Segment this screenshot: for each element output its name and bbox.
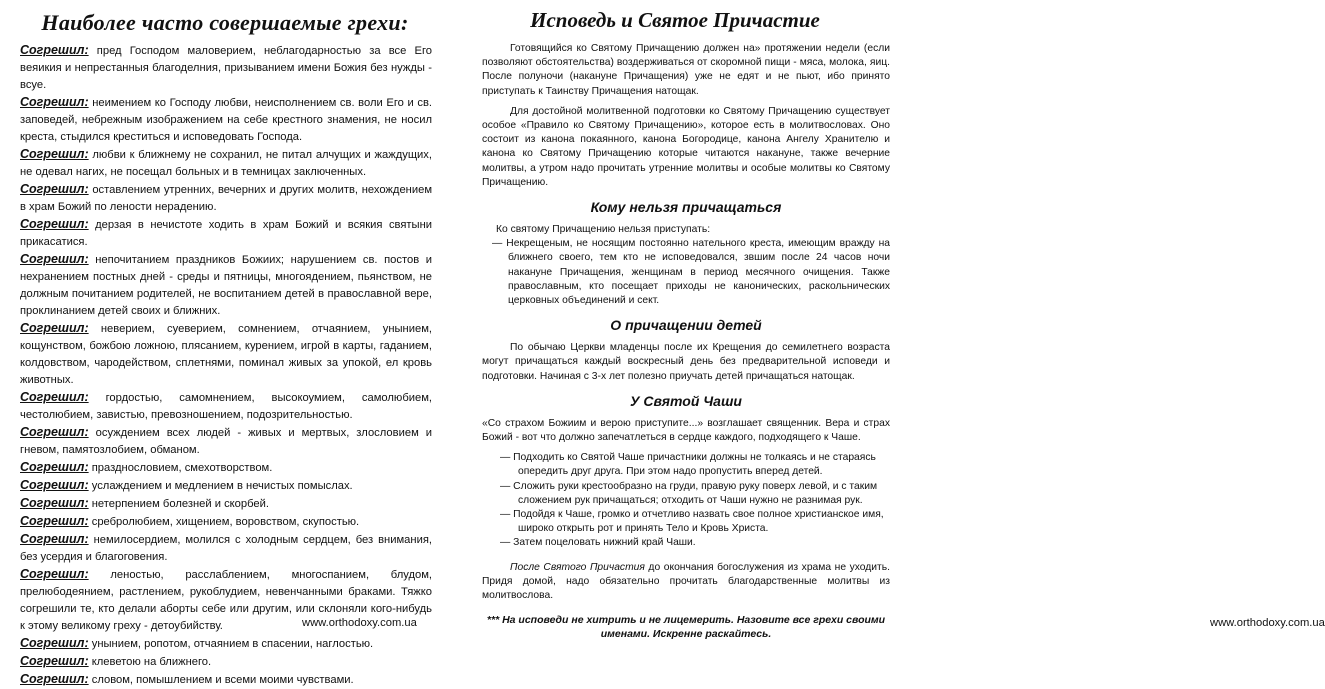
sin-text: гордостью, самомнением, высокоумием, самолюбием, честолюбием, завистью, превозношением, подозрительностью. <box>20 392 432 421</box>
sin-label: Согрешил: <box>20 567 89 581</box>
sin-item <box>20 181 432 216</box>
sin-text: сребролюбием, хищением, воровством, скупостью. <box>91 516 360 528</box>
sin-text: словом, помышлением и всеми моими чувствами. <box>91 674 354 686</box>
sin-item <box>20 251 432 320</box>
sin-label: Согрешил: <box>20 252 89 266</box>
sin-label: Согрешил: <box>20 496 89 510</box>
sin-text: немилосердием, молился с холодным сердцем, без внимания, без усердия и благоговения. <box>20 534 432 563</box>
sin-label: Согрешил: <box>20 425 89 439</box>
sin-label: Согрешил: <box>20 460 89 474</box>
sin-label: Согрешил: <box>20 654 89 668</box>
sin-item <box>20 635 432 653</box>
sin-label: Согрешил: <box>20 147 89 161</box>
sin-item <box>20 146 432 181</box>
sin-label: Согрешил: <box>20 95 89 109</box>
left-page <box>0 0 450 686</box>
chalice-item: — Сложить руки крестообразно на груди, правую руку поверх левой, и с таким сложением рук причащаться; отходить от Чаши нужно не разнимая рук. <box>500 480 878 506</box>
sin-text: клеветою на ближнего. <box>91 656 212 668</box>
final-note: *** На исповеди не хитрить и не лицемерить. Назовите все грехи своими именами. Искренне раскайтесь. <box>486 614 886 641</box>
sin-item <box>20 42 432 94</box>
sin-text: леностью, расслаблением, многоспанием, блудом, прелюбодеянием, растлением, рукоблудием, невенчанными браками. Тяжко согрешили те, кто делали аборты себе или другим, или склоняли кого-нибудь к этому великому греху - детоубийству. <box>20 569 433 632</box>
confession-body <box>482 42 890 641</box>
chalice-item: — Подходить ко Святой Чаше причастники должны не толкаясь и не стараясь опередить друг друга. При этом надо пропустить вперед детей. <box>500 452 876 478</box>
sin-label: Согрешил: <box>20 217 89 231</box>
after-communion-italic: После Святого Причастия <box>510 561 645 573</box>
sin-text: непочитанием праздников Божиих; нарушением св. постов и нехранением постных дней - среды и пятницы, многоядением, пьянством, не должным почитанием родителей, не воспитанием детей в православной вере, проклинанием детей своих и ближних. <box>20 254 432 317</box>
sin-text: любви к ближнему не сохранил, не питал алчущих и жаждущих, не одевал нагих, не посещал больных и в темницах заключенных. <box>20 149 433 178</box>
sin-text: пред Господом маловерием, неблагодарностью за все Его вeяикия и непрестанныя благоделния, призыванием имени Божия без нужды - всуе. <box>20 45 433 91</box>
sin-label: Согрешил: <box>20 636 89 650</box>
sin-item <box>20 513 432 531</box>
heading-chalice: У Святой Чаши <box>630 392 742 409</box>
sin-text: нетерпением болезней и скорбей. <box>91 498 269 510</box>
sin-item <box>20 459 432 477</box>
heading-who-cannot: Кому нельзя причащаться <box>590 199 782 216</box>
confession-title: Исповедь и Святое Причастие <box>530 8 820 32</box>
sin-item <box>20 477 432 495</box>
intro-paragraph-1: Готовящийся ко Святому Причащению должен на» протяжении недели (если позволяют обстоятельства) воздерживаться от скоромной пищи - мяса, молока, яиц. После полуночи (накануне Причащения) уже не едят и не пьют, ибо принято приступать к Таинству Причащения натощак. <box>482 43 890 97</box>
left-url[interactable]: www.orthodoxy.com.ua <box>302 617 417 629</box>
sin-label: Согрешил: <box>20 43 89 57</box>
sin-text: унынием, ропотом, отчаянием в спасении, наглостью. <box>91 638 374 650</box>
sin-item <box>20 671 432 689</box>
sin-label: Согрешил: <box>20 514 89 528</box>
sin-text: услаждением и медлением в нечистых помыслах. <box>91 480 353 492</box>
sins-title: Наиболее часто совершаемые грехи: <box>41 10 409 35</box>
sin-item <box>20 320 432 389</box>
sins-list <box>20 42 432 689</box>
sin-label: Согрешил: <box>20 672 89 686</box>
sin-item <box>20 389 432 424</box>
sin-text: неимением ко Господу любви, неисполнением св. воли Его и св. заповедей, небрежным изображением на себе крестного знамения, не носил креста, стыдился креститься и исповедовать Господа. <box>20 97 433 143</box>
sin-label: Согрешил: <box>20 182 89 196</box>
sin-label: Согрешил: <box>20 321 89 335</box>
chalice-item: — Затем поцеловать нижний край Чаши. <box>500 537 696 549</box>
after-communion <box>482 561 890 604</box>
intro-paragraph-2: Для достойной молитвенной подготовки ко Святому Причащению существует особое «Правило ко Святому Причащению», которое есть в молитвословах. Оно состоит из канона покаянного, канона Богородице, канона Ангелу Хранителю и канона ко Святому Причащению которые читаются накануне, также вечерние молитвы, а утром надо прочитать утренние молитвы и особые молитвы ко Святому Причащению. <box>482 105 890 188</box>
children-paragraph: По обычаю Церкви младенцы после их Крещения до семилетнего возраста могут причащаться каждый воскресный день без предварительной исповеди и подготовки. Начиная с 3-х лет полезно приучать детей причащаться натощак. <box>482 342 890 382</box>
sin-item <box>20 94 432 146</box>
who-item: — Некрещеным, не носящим постоянно нательного креста, имеющим вражду на ближнего своего, тем кто не исповедовался, звшим после 24 часов ночи накануне Причащения, женщинам в период месячного очищения. Также православным, кто посещает приходы не канонических, раскольнических церковных объединений и сект. <box>492 238 890 307</box>
sin-text: оставлением утренних, вечерних и других молитв, нехождением в храм Божий по лености нерадению. <box>20 184 433 213</box>
sin-item <box>20 424 432 459</box>
sin-item <box>20 216 432 251</box>
after-communion-text: до окончания богослужения из храма не уходить. Придя домой, надо обязательно прочитать благодарственные молитвы из молитвослова. <box>482 561 890 602</box>
sin-item <box>20 653 432 671</box>
who-lead: Ко святому Причащению нельзя приступать: <box>496 224 711 236</box>
chalice-lead: «Со страхом Божиим и верою приступите...» возглашает священник. Вера и страх Божий - вот что должно запечатлеться в сердце каждого, подходящего к Чаше. <box>482 417 890 444</box>
sin-text: неверием, суеверием, сомнением, отчаянием, унынием, кощунством, божбою ложною, плясанием, курением, игрой в карты, гаданием, колдовством, чародейством, сплетнями, поминал живых за упокой, ел кровь животных. <box>20 323 432 386</box>
sin-item <box>20 531 432 566</box>
right-page <box>450 0 1325 641</box>
right-url[interactable]: www.orthodoxy.com.ua <box>1210 617 1325 629</box>
heading-children: О причащении детей <box>610 317 762 334</box>
sin-item <box>20 495 432 513</box>
sin-text: празднословием, смехотворством. <box>91 462 273 474</box>
sin-text: осуждением всех людей - живых и мертвых, злословием и гневом, памятозлобием, обманом. <box>20 427 432 456</box>
sin-label: Согрешил: <box>20 390 89 404</box>
sin-text: дерзая в нечистоте ходить в храм Божий и всякия святыни прикасатися. <box>20 219 433 248</box>
chalice-item: — Подойдя к Чаше, громко и отчетливо назвать свое полное христианское имя, широко открыть рот и принять Тело и Кровь Христа. <box>500 509 884 535</box>
sin-label: Согрешил: <box>20 478 89 492</box>
sin-label: Согрешил: <box>20 532 89 546</box>
